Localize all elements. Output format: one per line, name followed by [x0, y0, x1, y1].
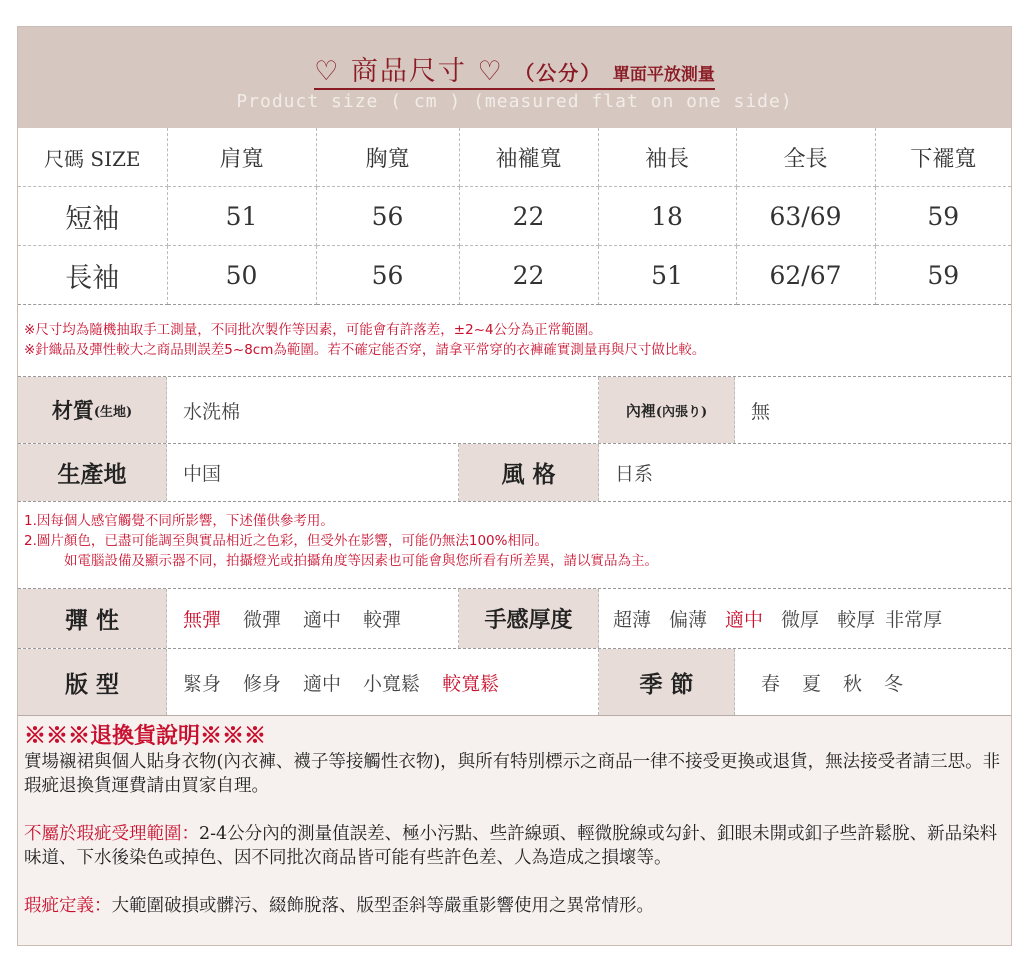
- table-cell: 51: [167, 187, 316, 246]
- season-option: 春: [761, 672, 781, 695]
- title-main: 商品尺寸: [350, 56, 467, 87]
- policy-text: 2-4公分內的測量值誤差、極小污點、些許線頭、輕微脫線或勾針、釦眼未開或釦子些許鬆脫、新品染料味道、下水後染色或掉色、因不同批次商品皆可能有些許色差、人為造成之損壞等。: [24, 824, 998, 868]
- row-label: 短袖: [18, 187, 167, 246]
- note-line: ※尺寸均為隨機抽取手工測量，不同批次製作等因素，可能會有許落差，±2~4公分為正常範圍。: [24, 322, 602, 338]
- season-options: [735, 649, 1011, 715]
- lining-label-main: 內裡: [625, 401, 656, 420]
- table-cell: 62/67: [736, 246, 875, 305]
- row-label: 長袖: [18, 246, 167, 305]
- thickness-option: 較厚: [837, 609, 876, 631]
- table-row: [18, 187, 1011, 246]
- thickness-options: [599, 589, 1011, 648]
- header-cell: 下襬寬: [875, 128, 1011, 187]
- elasticity-options: [167, 589, 459, 648]
- page-subtitle: Product size ( cm ) (measured flat on one side): [236, 91, 793, 112]
- fit-option: 小寬鬆: [363, 672, 421, 695]
- header-cell: 袖長: [598, 128, 736, 187]
- season-option: 秋: [843, 672, 863, 695]
- heart-icon: ♡: [477, 56, 504, 87]
- policy-paragraph: 實場襯裙與個人貼身衣物(內衣褲、襪子等接觸性衣物)，與所有特別標示之商品一律不接受更換或退貨，無法接受者請三思。非瑕疵退換貨運費請由買家自理。: [24, 752, 1001, 796]
- table-cell: 22: [459, 187, 598, 246]
- policy-text: 大範圍破損或髒污、綴飾脫落、版型歪斜等嚴重影響使用之異常情形。: [111, 896, 654, 916]
- spacer: [24, 870, 1005, 894]
- thickness-option-selected: 適中: [725, 609, 764, 631]
- elasticity-option-medium: 適中: [303, 609, 342, 631]
- origin-row: [18, 443, 1011, 501]
- table-row: [18, 246, 1011, 305]
- material-value: 水洗棉: [167, 377, 599, 443]
- header-cell: 尺碼 SIZE: [18, 128, 167, 187]
- header-cell: 肩寬: [167, 128, 316, 187]
- policy-key: 不屬於瑕疵受理範圍：: [24, 824, 199, 844]
- elasticity-label: 彈 性: [18, 589, 167, 648]
- lining-label-sub: (內張り): [655, 404, 708, 420]
- elasticity-option-high: 較彈: [363, 609, 402, 631]
- table-cell: 18: [598, 187, 736, 246]
- season-option: 冬: [884, 672, 904, 695]
- fit-options: [167, 649, 599, 715]
- spacer: [24, 798, 1005, 822]
- table-cell: 63/69: [736, 187, 875, 246]
- note-line: ※針織品及彈性較大之商品則誤差5~8cm為範圍。若不確定能否穿，請拿平常穿的衣褲確實測量再與尺寸做比較。: [24, 342, 706, 358]
- fit-row: [18, 648, 1011, 715]
- title-note: 單面平放測量: [612, 65, 715, 85]
- page-title: [18, 49, 1011, 88]
- size-chart-sheet: [17, 26, 1012, 946]
- table-cell: 22: [459, 246, 598, 305]
- style-label: 風 格: [459, 444, 599, 501]
- fit-option: 適中: [303, 672, 342, 695]
- material-label: [18, 377, 167, 443]
- note-line: 如電腦設備及顯示器不同，拍攝燈光或拍攝角度等因素也可能會與您所看有所差異，請以實品為主。: [64, 553, 658, 569]
- elasticity-row: [18, 588, 1011, 648]
- note-line: 1.因每個人感官觸覺不同所影響，下述僅供參考用。: [24, 513, 334, 529]
- season-option: 夏: [802, 672, 822, 695]
- fit-option: 修身: [243, 672, 282, 695]
- fit-label: 版 型: [18, 649, 167, 715]
- size-table-header: [18, 128, 1011, 187]
- title-unit: （公分）: [514, 61, 603, 85]
- policy-paragraph: [24, 894, 1005, 918]
- lining-label: [599, 377, 735, 443]
- thickness-option: 微厚: [781, 609, 820, 631]
- elasticity-option-none: 無彈: [183, 609, 222, 631]
- material-label-main: 材質: [51, 398, 94, 423]
- header-banner: [18, 27, 1011, 128]
- table-cell: 56: [316, 246, 459, 305]
- policy-key: 瑕疵定義：: [24, 896, 112, 916]
- style-value: 日系: [615, 463, 654, 485]
- thickness-option: 偏薄: [669, 609, 708, 631]
- season-label: 季 節: [599, 649, 735, 715]
- fit-option: 緊身: [183, 672, 222, 695]
- heart-icon: ♡: [314, 56, 341, 87]
- material-row: [18, 376, 1011, 443]
- header-cell: 全長: [736, 128, 875, 187]
- header-cell: 袖襱寬: [459, 128, 598, 187]
- note-line: 2.圖片顏色，已盡可能調至與實品相近之色彩，但受外在影響，可能仍無法100%相同。: [24, 533, 548, 549]
- origin-label: 生產地: [18, 444, 167, 501]
- measurement-notes: [24, 320, 1005, 360]
- thickness-label: 手感厚度: [459, 589, 599, 648]
- table-cell: 59: [875, 246, 1011, 305]
- elasticity-option-slight: 微彈: [243, 609, 282, 631]
- title-underline: [314, 56, 715, 90]
- table-cell: 51: [598, 246, 736, 305]
- size-table: [18, 128, 1011, 305]
- origin-value: 中国: [167, 444, 459, 501]
- header-cell: 胸寬: [316, 128, 459, 187]
- policy-paragraph: [24, 822, 1005, 870]
- lining-value: 無: [751, 400, 771, 423]
- divider: [18, 501, 1011, 502]
- return-policy: [18, 715, 1011, 945]
- fit-option-selected: 較寬鬆: [442, 672, 500, 695]
- table-cell: 56: [316, 187, 459, 246]
- thickness-option: 超薄: [613, 609, 652, 631]
- policy-title: ※※※退換貨說明※※※: [24, 723, 267, 749]
- table-cell: 50: [167, 246, 316, 305]
- disclaimer-notes: [24, 511, 1005, 571]
- thickness-option: 非常厚: [885, 609, 943, 631]
- table-cell: 59: [875, 187, 1011, 246]
- material-label-sub: (生地): [93, 404, 133, 420]
